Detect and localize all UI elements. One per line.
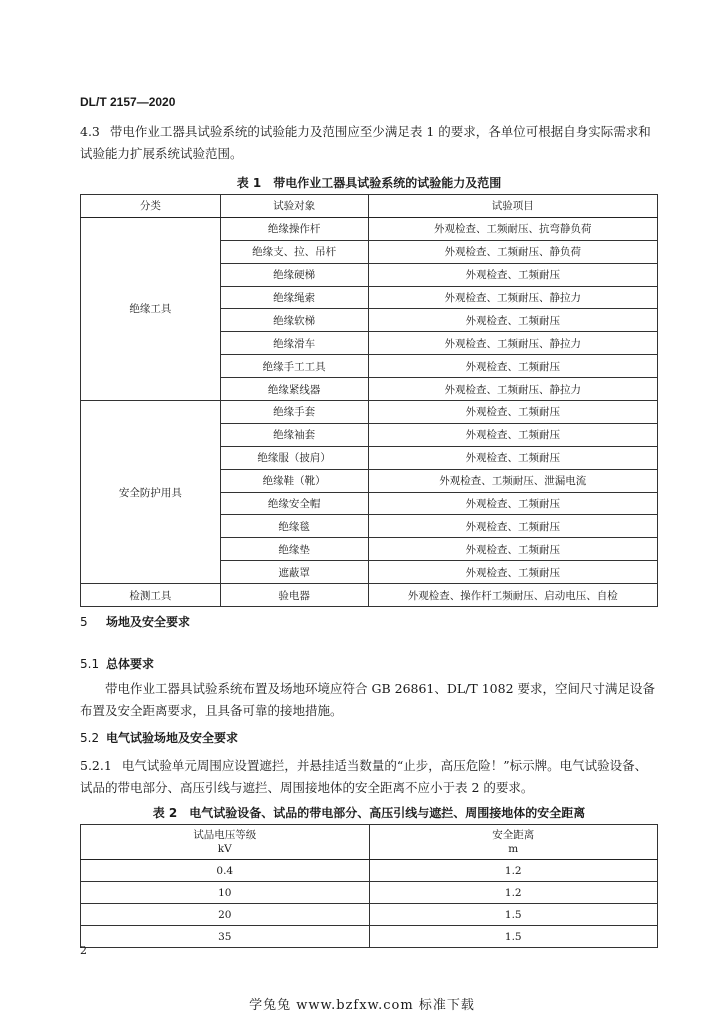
items-cell: 外观检查、工频耐压	[368, 561, 658, 584]
distance-cell: 1.2	[369, 860, 658, 882]
table-row	[81, 882, 658, 904]
clause-5-1-text: 带电作业工器具试验系统布置及场地环境应符合 GB 26861、DL/T 1082 要求，空间尺寸满足设备布置及安全距离要求，且具备可靠的接地措施。	[80, 681, 656, 718]
items-cell: 外观检查、工频耐压	[368, 423, 658, 446]
object-cell: 绝缘硬梯	[220, 263, 368, 286]
items-cell: 外观检查、工频耐压、静负荷	[368, 240, 658, 263]
object-cell: 遮蔽罩	[220, 561, 368, 584]
section-5-1-heading	[80, 655, 154, 672]
items-cell: 外观检查、工频耐压	[368, 355, 658, 378]
table1-header-category: 分类	[81, 195, 221, 218]
voltage-unit: kV	[217, 843, 232, 855]
voltage-cell: 0.4	[81, 860, 370, 882]
category-cell: 绝缘工具	[81, 217, 221, 400]
distance-unit: m	[508, 843, 519, 855]
object-cell: 绝缘软梯	[220, 309, 368, 332]
object-cell: 绝缘操作杆	[220, 217, 368, 240]
table1-caption: 表 1 带电作业工器具试验系统的试验能力及范围	[236, 176, 502, 190]
items-cell: 外观检查、工频耐压、静拉力	[368, 332, 658, 355]
table2-caption: 表 2 电气试验设备、试品的带电部分、高压引线与遮拦、周围接地体的安全距离	[152, 806, 586, 820]
object-cell: 绝缘毯	[220, 515, 368, 538]
distance-cell: 1.2	[369, 882, 658, 904]
section-title: 场地及安全要求	[106, 615, 191, 629]
table-row	[81, 860, 658, 882]
items-cell: 外观检查、工频耐压	[368, 309, 658, 332]
items-cell: 外观检查、工频耐压	[368, 401, 658, 424]
object-cell: 绝缘手套	[220, 401, 368, 424]
section-number: 5	[80, 615, 88, 629]
clause-4-3	[80, 121, 658, 165]
object-cell: 绝缘紧线器	[220, 378, 368, 401]
object-cell: 绝缘鞋（靴）	[220, 469, 368, 492]
items-cell: 外观检查、工频耐压	[368, 263, 658, 286]
table2-header-voltage	[81, 825, 370, 860]
page-number: 2	[80, 944, 87, 957]
object-cell: 绝缘服（披肩）	[220, 446, 368, 469]
category-cell: 检测工具	[81, 584, 221, 607]
clause-number: 5.2.1	[80, 758, 112, 773]
object-cell: 绝缘袖套	[220, 423, 368, 446]
items-cell: 外观检查、操作杆工频耐压、启动电压、自检	[368, 584, 658, 607]
download-watermark: 学兔兔 www.bzfxw.com 标准下载	[249, 998, 475, 1013]
section-title: 总体要求	[106, 657, 155, 671]
clause-text: 带电作业工器具试验系统的试验能力及范围应至少满足表 1 的要求，各单位可根据自身实际需求和试验能力扩展系统试验范围。	[80, 124, 651, 161]
voltage-cell: 10	[81, 882, 370, 904]
items-cell: 外观检查、工频耐压、泄漏电流	[368, 469, 658, 492]
table-row	[81, 904, 658, 926]
object-cell: 验电器	[220, 584, 368, 607]
table-row	[81, 926, 658, 948]
section-number: 5.1	[80, 657, 100, 671]
clause-5-2-1	[80, 755, 658, 799]
table-row	[81, 401, 658, 424]
clause-text: 电气试验单元周围应设置遮拦，并悬挂适当数量的“止步，高压危险！”标示牌。电气试验设备、试品的带电部分、高压引线与遮拦、周围接地体的安全距离不应小于表 2 的要求。	[80, 758, 648, 795]
object-cell: 绝缘安全帽	[220, 492, 368, 515]
voltage-cell: 35	[81, 926, 370, 948]
table-row	[81, 217, 658, 240]
table1-header-object: 试验对象	[220, 195, 368, 218]
items-cell: 外观检查、工频耐压	[368, 446, 658, 469]
object-cell: 绝缘支、拉、吊杆	[220, 240, 368, 263]
items-cell: 外观检查、工频耐压	[368, 492, 658, 515]
items-cell: 外观检查、工频耐压、静拉力	[368, 378, 658, 401]
table2	[80, 824, 658, 948]
section-number: 5.2	[80, 731, 100, 745]
object-cell: 绝缘手工工具	[220, 355, 368, 378]
items-cell: 外观检查、工频耐压	[368, 515, 658, 538]
items-cell: 外观检查、工频耐压	[368, 538, 658, 561]
distance-cell: 1.5	[369, 904, 658, 926]
items-cell: 外观检查、工频耐压、静拉力	[368, 286, 658, 309]
items-cell: 外观检查、工频耐压、抗弯静负荷	[368, 217, 658, 240]
voltage-header-label: 试品电压等级	[193, 829, 257, 841]
section-5-2-heading	[80, 729, 238, 746]
table1	[80, 194, 658, 607]
distance-header-label: 安全距离	[492, 829, 535, 841]
object-cell: 绝缘滑车	[220, 332, 368, 355]
section-5-heading	[80, 613, 190, 630]
voltage-cell: 20	[81, 904, 370, 926]
section-title: 电气试验场地及安全要求	[106, 731, 239, 745]
table1-header-row	[81, 195, 658, 218]
table1-header-items: 试验项目	[368, 195, 658, 218]
object-cell: 绝缘绳索	[220, 286, 368, 309]
category-cell: 安全防护用具	[81, 401, 221, 584]
distance-cell: 1.5	[369, 926, 658, 948]
table-row	[81, 584, 658, 607]
standard-code: DL/T 2157—2020	[80, 95, 176, 109]
object-cell: 绝缘垫	[220, 538, 368, 561]
table2-header-row	[81, 825, 658, 860]
table2-header-distance	[369, 825, 658, 860]
clause-number: 4.3	[80, 124, 100, 139]
